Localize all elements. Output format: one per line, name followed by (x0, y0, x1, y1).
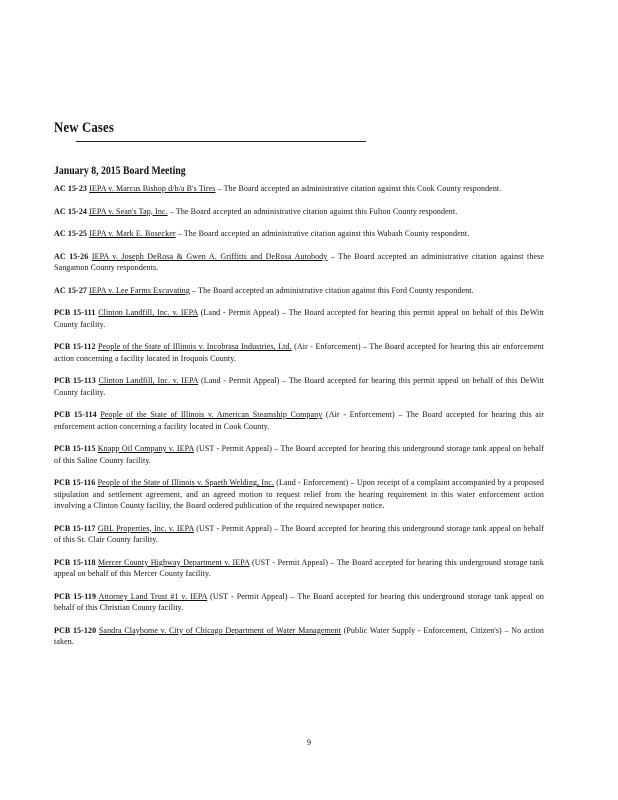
case-number: AC 15-26 (54, 251, 89, 261)
case-entry (54, 409, 544, 432)
case-number: PCB 15-118 (54, 557, 96, 567)
case-number: AC 15-24 (54, 206, 88, 216)
case-description: (Land - Permit Appeal) – The Board accepted for hearing this permit appeal on behalf of this DeWitt County facility. (54, 308, 545, 329)
case-description: (UST - Permit Appeal) – The Board accepted for hearing this underground storage tank appeal on behalf of this St. Clair County facility. (54, 523, 544, 544)
case-description: (Air - Enforcement) – The Board accepted for hearing this air enforcement action concerning a facility located in Iroquois County. (54, 342, 544, 363)
case-parties: IEPA v. Marcus Bishop d/b/a B's Tires (89, 184, 216, 193)
case-parties: Attorney Land Trust #1 v. IEPA (98, 591, 208, 601)
case-entry (54, 228, 544, 240)
case-number: PCB 15-112 (54, 342, 96, 351)
case-entry (54, 557, 544, 580)
case-number: PCB 15-111 (54, 308, 96, 317)
case-number: PCB 15-113 (54, 376, 96, 385)
case-parties: People of the State of Illinois v. Spaeth Welding, Inc. (97, 478, 275, 487)
case-number: PCB 15-114 (54, 410, 97, 419)
case-description: (Land - Permit Appeal) – The Board accepted for hearing this permit appeal on behalf of this DeWitt County facility. (54, 376, 544, 397)
case-parties: Mercer County Highway Department v. IEPA (98, 557, 250, 567)
case-parties: IEPA v. Joseph DeRosa & Gwen A. Griffitts and DeRosa Autobody (91, 251, 328, 261)
case-entry (54, 341, 544, 364)
case-description: (UST - Permit Appeal) – The Board accepted for hearing this underground storage tank appeal on behalf of this Saline County facility. (54, 444, 544, 465)
meeting-heading: January 8, 2015 Board Meeting (54, 165, 186, 177)
case-description: (Air - Enforcement) – The Board accepted for hearing this air enforcement action concerning a facility located in Cook County. (54, 410, 544, 431)
case-entry (54, 625, 544, 648)
case-entry (54, 591, 544, 614)
case-number: PCB 15-115 (54, 444, 96, 453)
case-number: PCB 15-119 (54, 591, 97, 601)
case-parties: Clinton Landfill, Inc. v. IEPA (98, 376, 199, 385)
case-description: (Public Water Supply - Enforcement, Citizen's) – No action taken. (54, 625, 544, 646)
case-parties: GBL Properties, Inc. v. IEPA (97, 523, 194, 533)
case-entry (54, 206, 544, 218)
case-description: (UST - Permit Appeal) – The Board accepted for hearing this underground storage tank appeal on behalf of this Christian County facility. (54, 591, 544, 612)
case-parties: IEPA v. Sean's Tap, Inc. (89, 206, 168, 216)
case-description: – The Board accepted an administrative citation against these Sangamon County respondents. (54, 251, 544, 272)
case-description: – The Board accepted an administrative citation against this Ford County respondent. (190, 285, 474, 295)
case-entry (54, 477, 544, 512)
case-parties: Clinton Landfill, Inc. v. IEPA (98, 308, 198, 317)
case-number: PCB 15-116 (54, 478, 96, 487)
case-number: PCB 15-117 (54, 523, 96, 533)
case-description: – The Board accepted an administrative citation against this Wabash County respondent. (175, 229, 470, 238)
case-parties: IEPA v. Mark E. Bosecker (89, 229, 176, 238)
case-parties: Knapp Oil Company v. IEPA (97, 444, 194, 453)
case-entry (54, 375, 544, 398)
case-number: AC 15-25 (54, 229, 88, 238)
case-parties: People of the State of Illinois v. American Steamship Company (100, 410, 323, 419)
case-parties: People of the State of Illinois v. Incobrasa Industries, Ltd. (97, 342, 292, 351)
case-number: AC 15-23 (54, 184, 88, 193)
case-description: (UST - Permit Appeal) – The Board accepted for hearing this underground storage tank appeal on behalf of this Mercer County facility. (54, 557, 544, 578)
case-description: – The Board accepted an administrative citation against this Cook County respondent. (215, 184, 502, 193)
case-number: AC 15-27 (54, 285, 88, 295)
case-list (54, 183, 544, 659)
case-parties: IEPA v. Lee Farms Excavating (89, 285, 190, 295)
section-header (54, 120, 366, 137)
case-entry (54, 251, 544, 274)
title-underline (76, 141, 366, 142)
case-entry (54, 307, 544, 330)
page-number: 9 (307, 738, 311, 747)
case-parties: Sandra Claybome v. City of Chicago Department of Water Management (98, 625, 341, 635)
case-entry (54, 443, 544, 466)
case-description: – The Board accepted an administrative citation against this Fulton County respondent. (167, 206, 458, 216)
case-entry (54, 523, 544, 546)
case-number: PCB 15-120 (54, 625, 97, 635)
section-title: New Cases (54, 120, 114, 136)
case-entry (54, 285, 544, 297)
case-description: (Land - Enforcement) – Upon receipt of a complaint accompanied by a proposed stipulation and settlement agreement, and an agreed motion to request relief from the hearing requirement in this water enforcement action involving a Clinton County facility, the Board ordered publication of the required newspaper notice. (54, 478, 544, 510)
case-entry (54, 183, 544, 195)
